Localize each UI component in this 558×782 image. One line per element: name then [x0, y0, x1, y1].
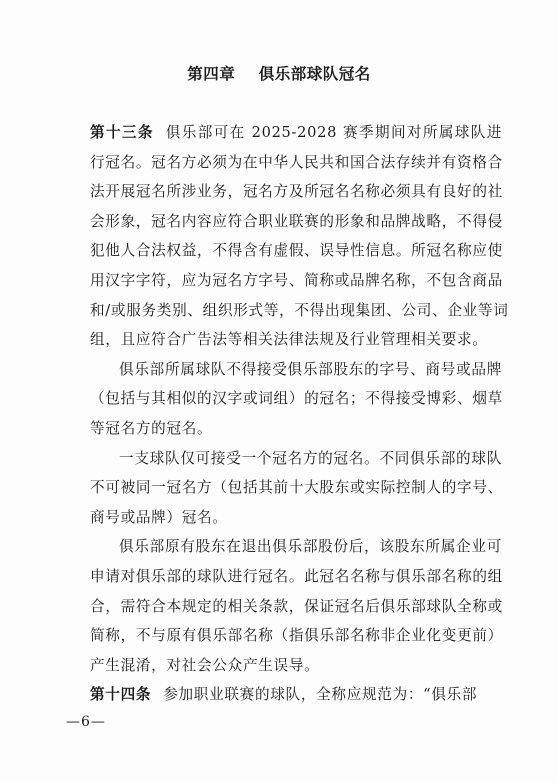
text-line: 一支球队仅可接受一个冠名方的冠名。不同俱乐部的球队: [119, 449, 502, 467]
text-line: 犯他人合法权益，不得含有虚假、误导性信息。所冠名称应使: [90, 242, 503, 260]
text-line: 商号或品牌）冠名。: [90, 508, 228, 526]
text-line: 不可被同一冠名方（包括其前十大股东或实际控制人的字号、: [90, 479, 503, 497]
text-line: 组，且应符合广告法等相关法律法规及行业管理相关要求。: [90, 331, 488, 349]
text-line: 产生混淆，对社会公众产生误导。: [90, 656, 320, 674]
text-line: 行冠名。冠名方必须为在中华人民共和国合法存续并有资格合: [90, 153, 503, 171]
text-line: 法开展冠名所涉业务，冠名方及所冠名名称必须具有良好的社: [90, 183, 503, 201]
document-body: [90, 118, 509, 710]
text-line: 用汉字字符，应为冠名方字号、简称或品牌名称，不包含商品: [90, 271, 503, 289]
text-line: 俱乐部可在 2025-2028 赛季期间对所属球队进: [165, 124, 502, 141]
text-line: 简称，不与原有俱乐部名称（指俱乐部名称非企业化变更前）: [90, 627, 503, 645]
chapter-title: 第四章 俱乐部球队冠名: [187, 65, 371, 83]
text-line: 申请对俱乐部的球队进行冠名。此冠名名称与俱乐部名称的组: [90, 567, 503, 585]
text-line: 会形象，冠名内容应符合职业联赛的形象和品牌战略，不得侵: [90, 212, 503, 230]
article-14-label: 第十四条: [90, 686, 152, 704]
text-line: 俱乐部所属球队不得接受俱乐部股东的字号、商号或品牌: [119, 360, 502, 378]
article-14-line: [90, 680, 502, 710]
text-line: （包括与其相似的汉字或词组）的冠名；不得接受博彩、烟草: [90, 390, 503, 408]
text-line: 等冠名方的冠名。: [90, 419, 213, 437]
article-13-line: [90, 118, 502, 148]
text-line: 俱乐部原有股东在退出俱乐部股份后，该股东所属企业可: [119, 538, 502, 556]
text-line: 合，需符合本规定的相关条款，保证冠名后俱乐部球队全称或: [90, 597, 503, 615]
article-13-label: 第十三条: [90, 124, 154, 141]
text-line: 和/或服务类别、组织形式等，不得出现集团、公司、企业等词: [90, 301, 509, 319]
page-number: —6—: [66, 714, 106, 730]
text-line: 参加职业联赛的球队，全称应规范为：“俱乐部: [163, 686, 478, 704]
